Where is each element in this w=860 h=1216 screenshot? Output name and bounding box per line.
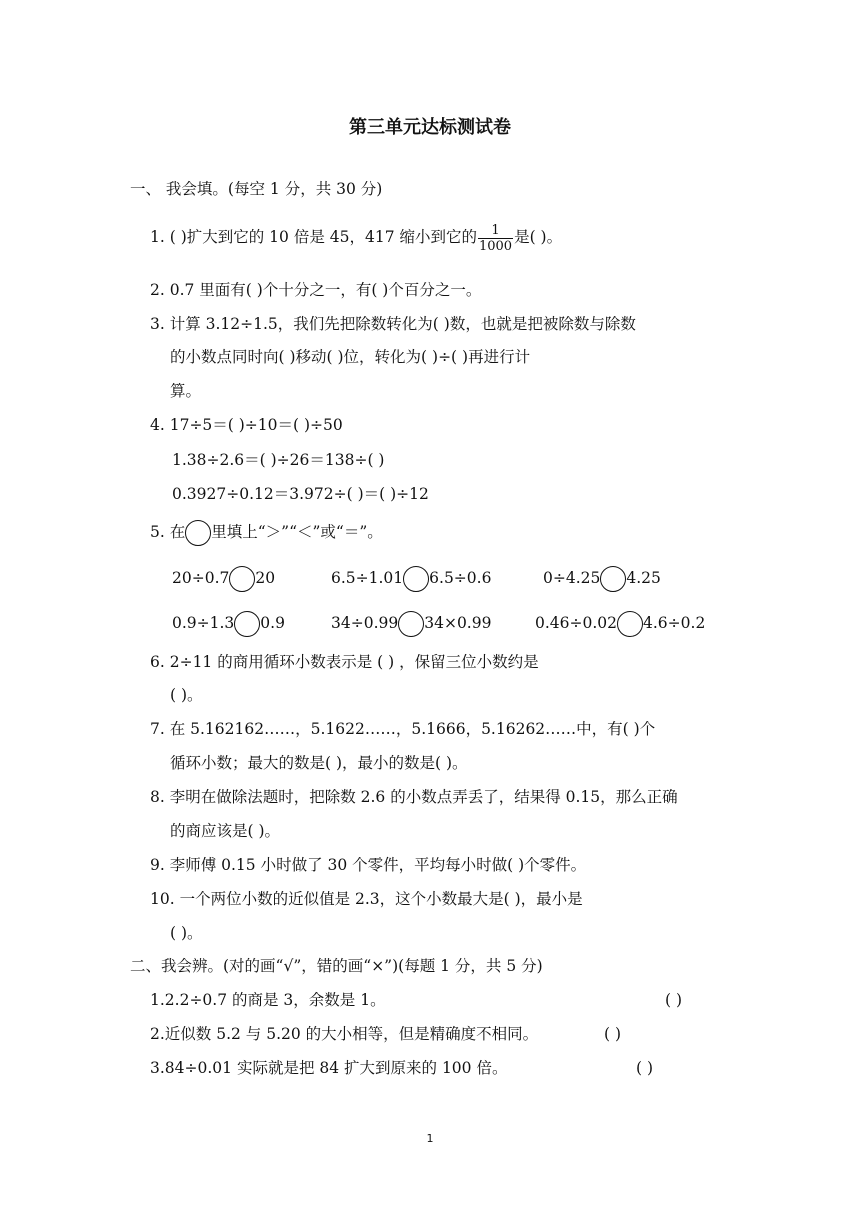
compare-left: 34÷0.99 <box>331 614 399 632</box>
compare-right: 6.5÷0.6 <box>429 569 492 587</box>
question-2: 2. 0.7 里面有( )个十分之一，有( )个百分之一。 <box>150 281 482 299</box>
judge-item-2-text: 2.近似数 5.2 与 5.20 的大小相等，但是精确度不相同。 <box>150 1025 539 1043</box>
compare-item <box>331 567 491 589</box>
compare-left: 0÷4.25 <box>543 569 601 587</box>
compare-right: 34×0.99 <box>424 614 492 632</box>
question-4-line-3: 0.3927÷0.12＝3.972÷( )＝( )÷12 <box>172 485 429 503</box>
question-3-line-1: 3. 计算 3.12÷1.5，我们先把除数转化为( )数，也就是把被除数与除数 <box>150 315 636 333</box>
compare-right: 4.25 <box>626 569 661 587</box>
question-9: 9. 李师傅 0.15 小时做了 30 个零件，平均每小时做( )个零件。 <box>150 856 587 874</box>
judge-item-2-blank[interactable]: ( ) <box>604 1025 622 1043</box>
question-6-line-1: 6. 2÷11 的商用循环小数表示是 ( ) ，保留三位小数约是 <box>150 653 539 671</box>
compare-left: 20÷0.7 <box>172 569 230 587</box>
compare-item <box>331 612 491 634</box>
compare-right: 4.6÷0.2 <box>643 614 706 632</box>
question-10-line-1: 10. 一个两位小数的近似值是 2.3，这个小数最大是( )，最小是 <box>150 890 583 908</box>
compare-left: 0.9÷1.3 <box>172 614 235 632</box>
question-5 <box>150 521 383 543</box>
compare-item <box>543 567 661 589</box>
blank-circle[interactable] <box>185 520 211 546</box>
judge-item-3-blank[interactable]: ( ) <box>636 1059 654 1077</box>
fraction-denominator: 1000 <box>478 238 513 254</box>
compare-circle[interactable] <box>600 566 626 592</box>
question-7-line-2: 循环小数；最大的数是( )，最小的数是( )。 <box>170 754 468 772</box>
page-title: 第三单元达标测试卷 <box>349 117 511 138</box>
page-number: 1 <box>426 1132 434 1145</box>
compare-right: 0.9 <box>260 614 285 632</box>
section-1-heading: 一、 我会填。(每空 1 分，共 30 分) <box>130 180 383 198</box>
question-8-line-1: 8. 李明在做除法题时，把除数 2.6 的小数点弄丢了，结果得 0.15，那么正确 <box>150 788 678 806</box>
question-4-line-2: 1.38÷2.6＝( )÷26＝138÷( ) <box>172 451 385 469</box>
question-8-line-2: 的商应该是( )。 <box>170 822 281 840</box>
judge-item-1-blank[interactable]: ( ) <box>665 991 683 1009</box>
question-6-line-2: ( )。 <box>170 686 203 704</box>
judge-item-1-text: 1.2.2÷0.7 的商是 3，余数是 1。 <box>150 991 386 1009</box>
compare-left: 0.46÷0.02 <box>535 614 618 632</box>
fraction <box>478 223 513 254</box>
compare-left: 6.5÷1.01 <box>331 569 404 587</box>
section-2-heading: 二、我会辨。(对的画“√”，错的画“×”)(每题 1 分，共 5 分) <box>130 957 543 975</box>
question-4-line-1: 4. 17÷5＝( )÷10＝( )÷50 <box>150 416 343 434</box>
question-1 <box>150 222 563 254</box>
compare-item <box>172 612 285 634</box>
question-5-text: 5. 在 <box>150 523 186 541</box>
question-1-text: 1. ( )扩大到它的 10 倍是 45，417 缩小到它的 <box>150 228 477 246</box>
compare-circle[interactable] <box>229 566 255 592</box>
compare-circle[interactable] <box>398 611 424 637</box>
question-3-line-2: 的小数点同时向( )移动( )位，转化为( )÷( )再进行计 <box>170 348 531 366</box>
question-7-line-1: 7. 在 5.162162……，5.1622……，5.1666，5.16262……中，有( )个 <box>150 720 656 738</box>
compare-right: 20 <box>255 569 276 587</box>
compare-circle[interactable] <box>403 566 429 592</box>
judge-item-3-text: 3.84÷0.01 实际就是把 84 扩大到原来的 100 倍。 <box>150 1059 508 1077</box>
compare-item <box>172 567 275 589</box>
compare-item <box>535 612 705 634</box>
question-10-line-2: ( )。 <box>170 924 203 942</box>
question-1-tail: 是( )。 <box>514 228 563 246</box>
question-3-line-3: 算。 <box>170 382 202 400</box>
question-5-tail: 里填上“＞”“＜”或“＝”。 <box>211 523 383 541</box>
compare-circle[interactable] <box>234 611 260 637</box>
compare-circle[interactable] <box>617 611 643 637</box>
fraction-numerator: 1 <box>478 223 513 239</box>
